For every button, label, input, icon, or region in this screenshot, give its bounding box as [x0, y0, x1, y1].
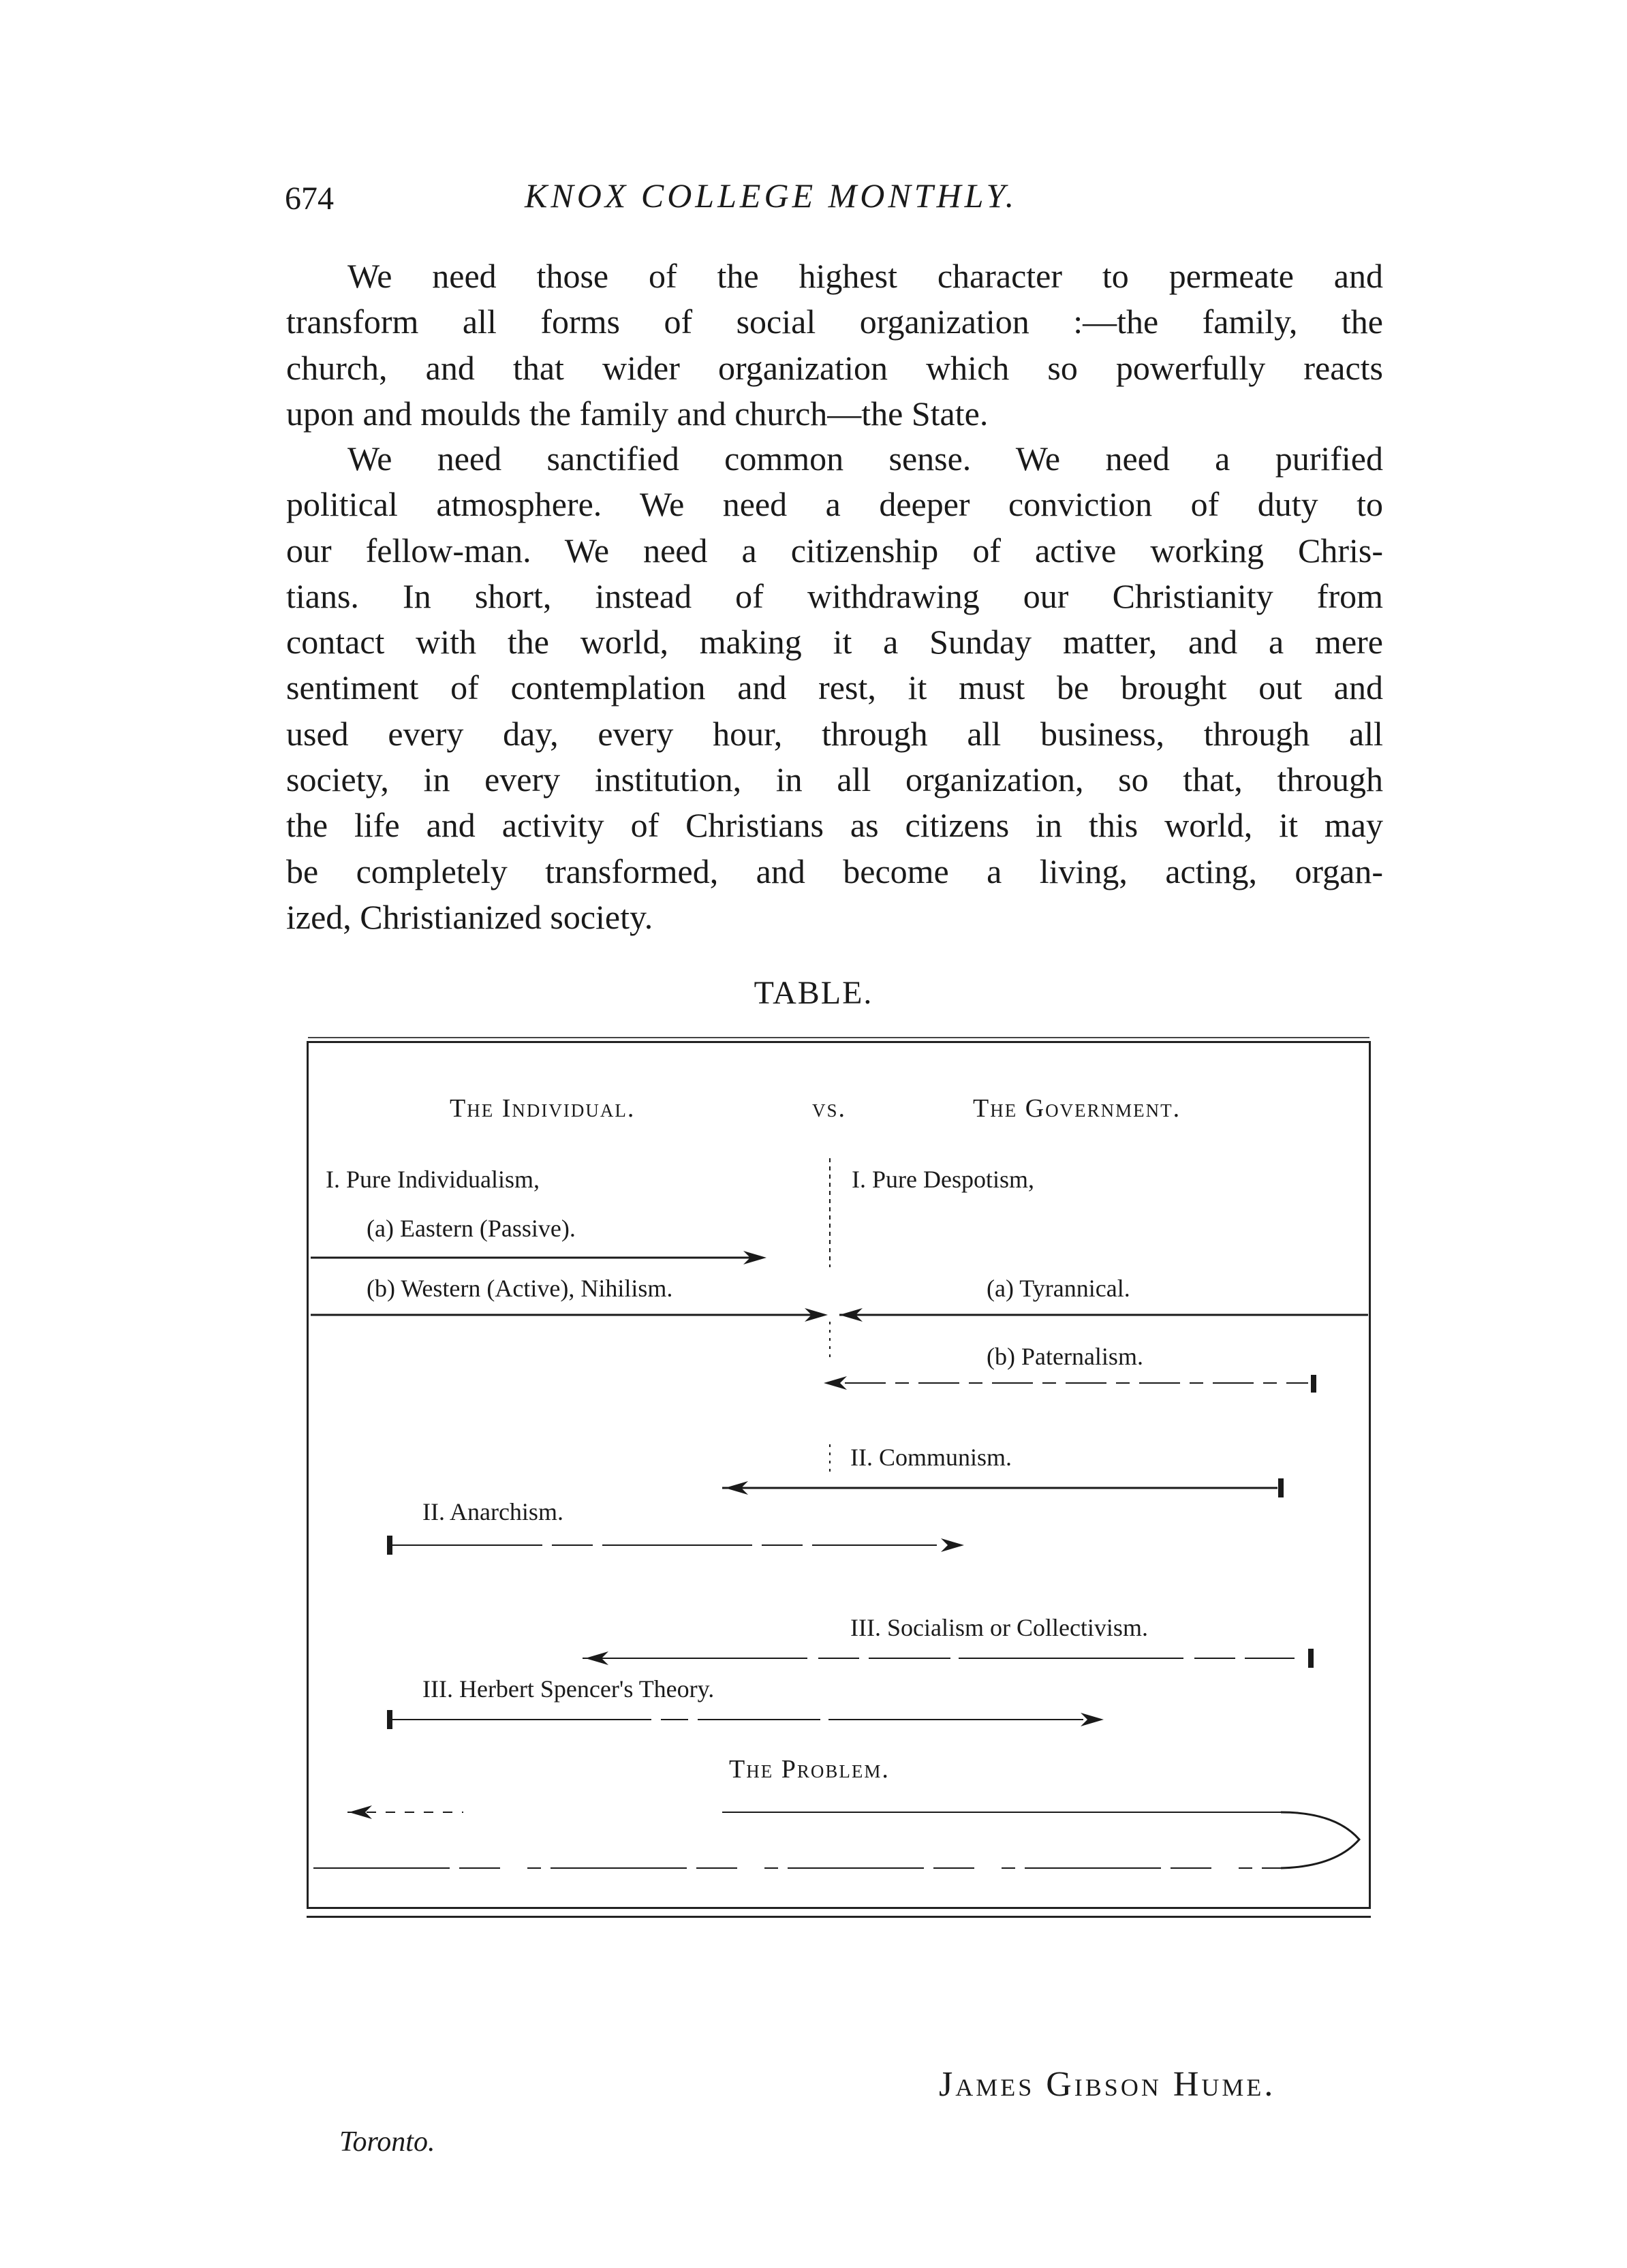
text-line: ized, Christianized society.: [286, 897, 653, 936]
spencer-theory-label: III. Herbert Spencer's Theory.: [422, 1675, 715, 1703]
text-line: the life and activity of Christians as citizens in this world, it may: [286, 806, 1383, 845]
table-head-vs: vs.: [812, 1094, 847, 1123]
table-head-individual: The Individual.: [450, 1094, 636, 1123]
table-head-government: The Government.: [973, 1094, 1181, 1123]
text-line: We need those of the highest character to permeate and: [347, 257, 1383, 295]
arrowheads: [349, 1251, 1104, 1819]
text-line: political atmosphere. We need a deeper conviction of duty to: [286, 485, 1383, 524]
text-line: upon and moulds the family and church—the State.: [286, 394, 989, 433]
anarchism-label: II. Anarchism.: [422, 1498, 563, 1525]
text-line: tians. In short, instead of withdrawing our Christianity from: [286, 576, 1383, 615]
text-line: society, in every institution, in all organization, so that, through: [286, 760, 1383, 799]
eastern-passive-label: (a) Eastern (Passive).: [367, 1215, 576, 1242]
pure-individualism-label: I. Pure Individualism,: [326, 1166, 540, 1193]
text-line: We need sanctified common sense. We need a purified: [347, 439, 1383, 478]
western-active-label: (b) Western (Active), Nihilism.: [367, 1275, 673, 1302]
page-number: 674: [285, 181, 334, 217]
paternalism-label: (b) Paternalism.: [987, 1343, 1143, 1370]
author-signature: James Gibson Hume.: [939, 2065, 1276, 2104]
running-title: KNOX COLLEGE MONTHLY.: [525, 176, 1018, 215]
text-line: be completely transformed, and become a living, acting, organ-: [286, 852, 1383, 890]
tyrannical-label: (a) Tyrannical.: [987, 1275, 1130, 1302]
text-line: church, and that wider organization which so powerfully reacts: [286, 348, 1383, 387]
text-line: used every day, every hour, through all business, through all: [286, 714, 1383, 753]
problem-label: The Problem.: [729, 1755, 890, 1784]
pure-despotism-label: I. Pure Despotism,: [852, 1166, 1034, 1193]
table-caption: TABLE.: [754, 975, 873, 1011]
problem-bracket: [1281, 1812, 1359, 1868]
communism-label: II. Communism.: [850, 1444, 1012, 1471]
text-line: contact with the world, making it a Sunday matter, and a mere: [286, 623, 1383, 662]
text-line: transform all forms of social organization :—the family, the: [286, 302, 1383, 341]
text-line: our fellow-man. We need a citizenship of active working Chris-: [286, 531, 1383, 570]
text-line: sentiment of contemplation and rest, it must be brought out and: [286, 668, 1383, 707]
place-name: Toronto.: [339, 2126, 435, 2158]
socialism-label: III. Socialism or Collectivism.: [850, 1614, 1148, 1641]
